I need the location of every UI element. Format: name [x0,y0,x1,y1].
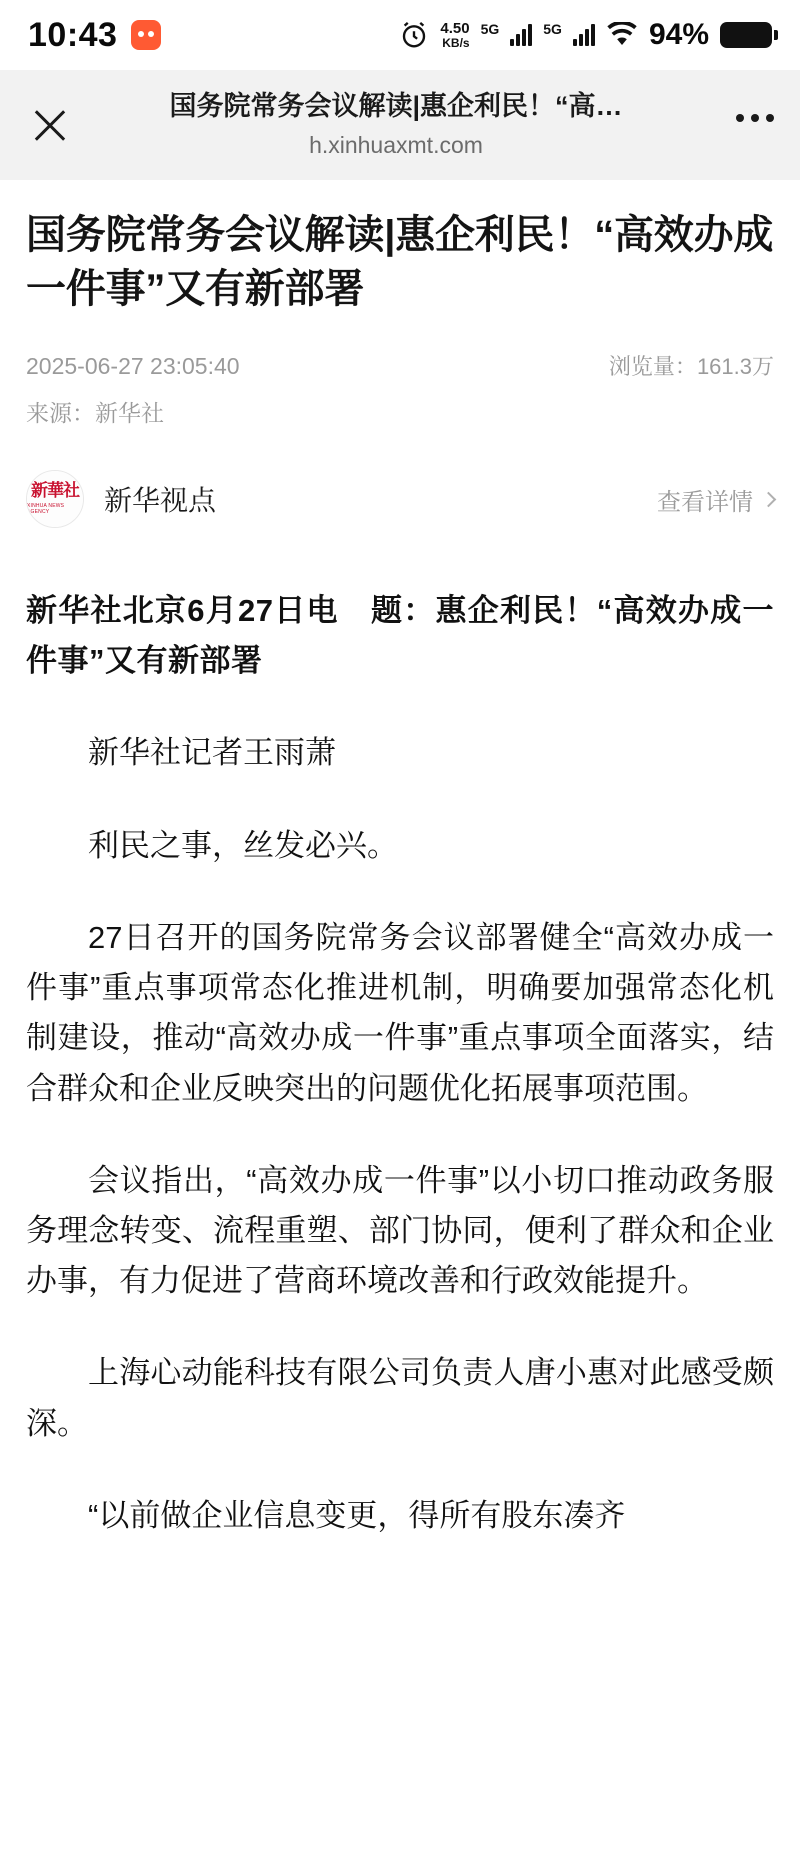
paragraph: 新华社记者王雨萧 [88,735,336,771]
avatar[interactable] [26,470,84,528]
article-source: 来源：新华社 [26,400,164,426]
page-host[interactable]: h.xinhuaxmt.com [309,132,483,159]
article-headline: 国务院常务会议解读|惠企利民！“高效办成一件事”又有新部署 [26,213,774,311]
app-badge-icon [131,20,161,50]
battery-full-icon [720,22,772,48]
paragraph: 利民之事，丝发必兴。 [88,827,398,863]
more-options-icon[interactable] [718,114,774,136]
paragraph: 会议指出，“高效办成一件事”以小切口推动政务服务理念转变、流程重塑、部门协同，便利了群众和企业办事，有力促进了营商环境改善和行政效能提升。 [26,1162,774,1299]
status-bar-left [28,16,161,55]
article-container [0,180,800,1541]
avatar-logo-subtext: XINHUA NEWS AGENCY [27,503,65,515]
avatar-logo-text: 新華社 [31,481,79,501]
browser-title-area [74,90,718,159]
browser-top-bar [0,70,800,180]
article-body [26,586,774,1541]
close-icon[interactable] [26,101,74,149]
account-name[interactable]: 新华视点 [104,485,217,516]
battery-percent: 94% [648,18,709,51]
network-speed: 4.50 KB/s [440,19,470,50]
account-detail-label: 查看详情 [657,488,753,516]
status-bar-right [399,18,772,52]
network-label-2: 5G [543,21,562,37]
alarm-clock-icon [399,20,429,50]
paragraph: “以前做企业信息变更，得所有股东凑齐 [88,1497,626,1533]
signal-bars-1-icon [510,24,532,46]
paragraph: 27日召开的国务院常务会议部署健全“高效办成一件事”重点事项常态化推进机制，明确要加强常态化机制建设，推动“高效办成一件事”重点事项全面落实，结合群众和企业反映突出的问题优化拓展事项范围。 [26,919,774,1106]
avatar-inner [27,471,83,527]
network-label-1: 5G [480,21,500,37]
status-bar [0,0,800,70]
signal-bars-2-icon [573,24,595,46]
wifi-icon [606,22,638,48]
account-row[interactable] [26,470,774,528]
paragraph: 新华社北京6月27日电 题：惠企利民！“高效办成一件事”又有新部署 [26,593,774,679]
article-meta-row [26,350,774,381]
paragraph: 上海心动能科技有限公司负责人唐小惠对此感受颇深。 [26,1355,774,1441]
article-views: 浏览量：161.3万 [608,354,774,379]
article-date: 2025-06-27 23:05:40 [26,353,240,379]
chevron-right-icon [761,491,777,507]
account-detail-link[interactable] [657,482,774,517]
status-time: 10:43 [28,15,118,54]
page-title: 国务院常务会议解读|惠企利民！“高… [169,91,623,122]
